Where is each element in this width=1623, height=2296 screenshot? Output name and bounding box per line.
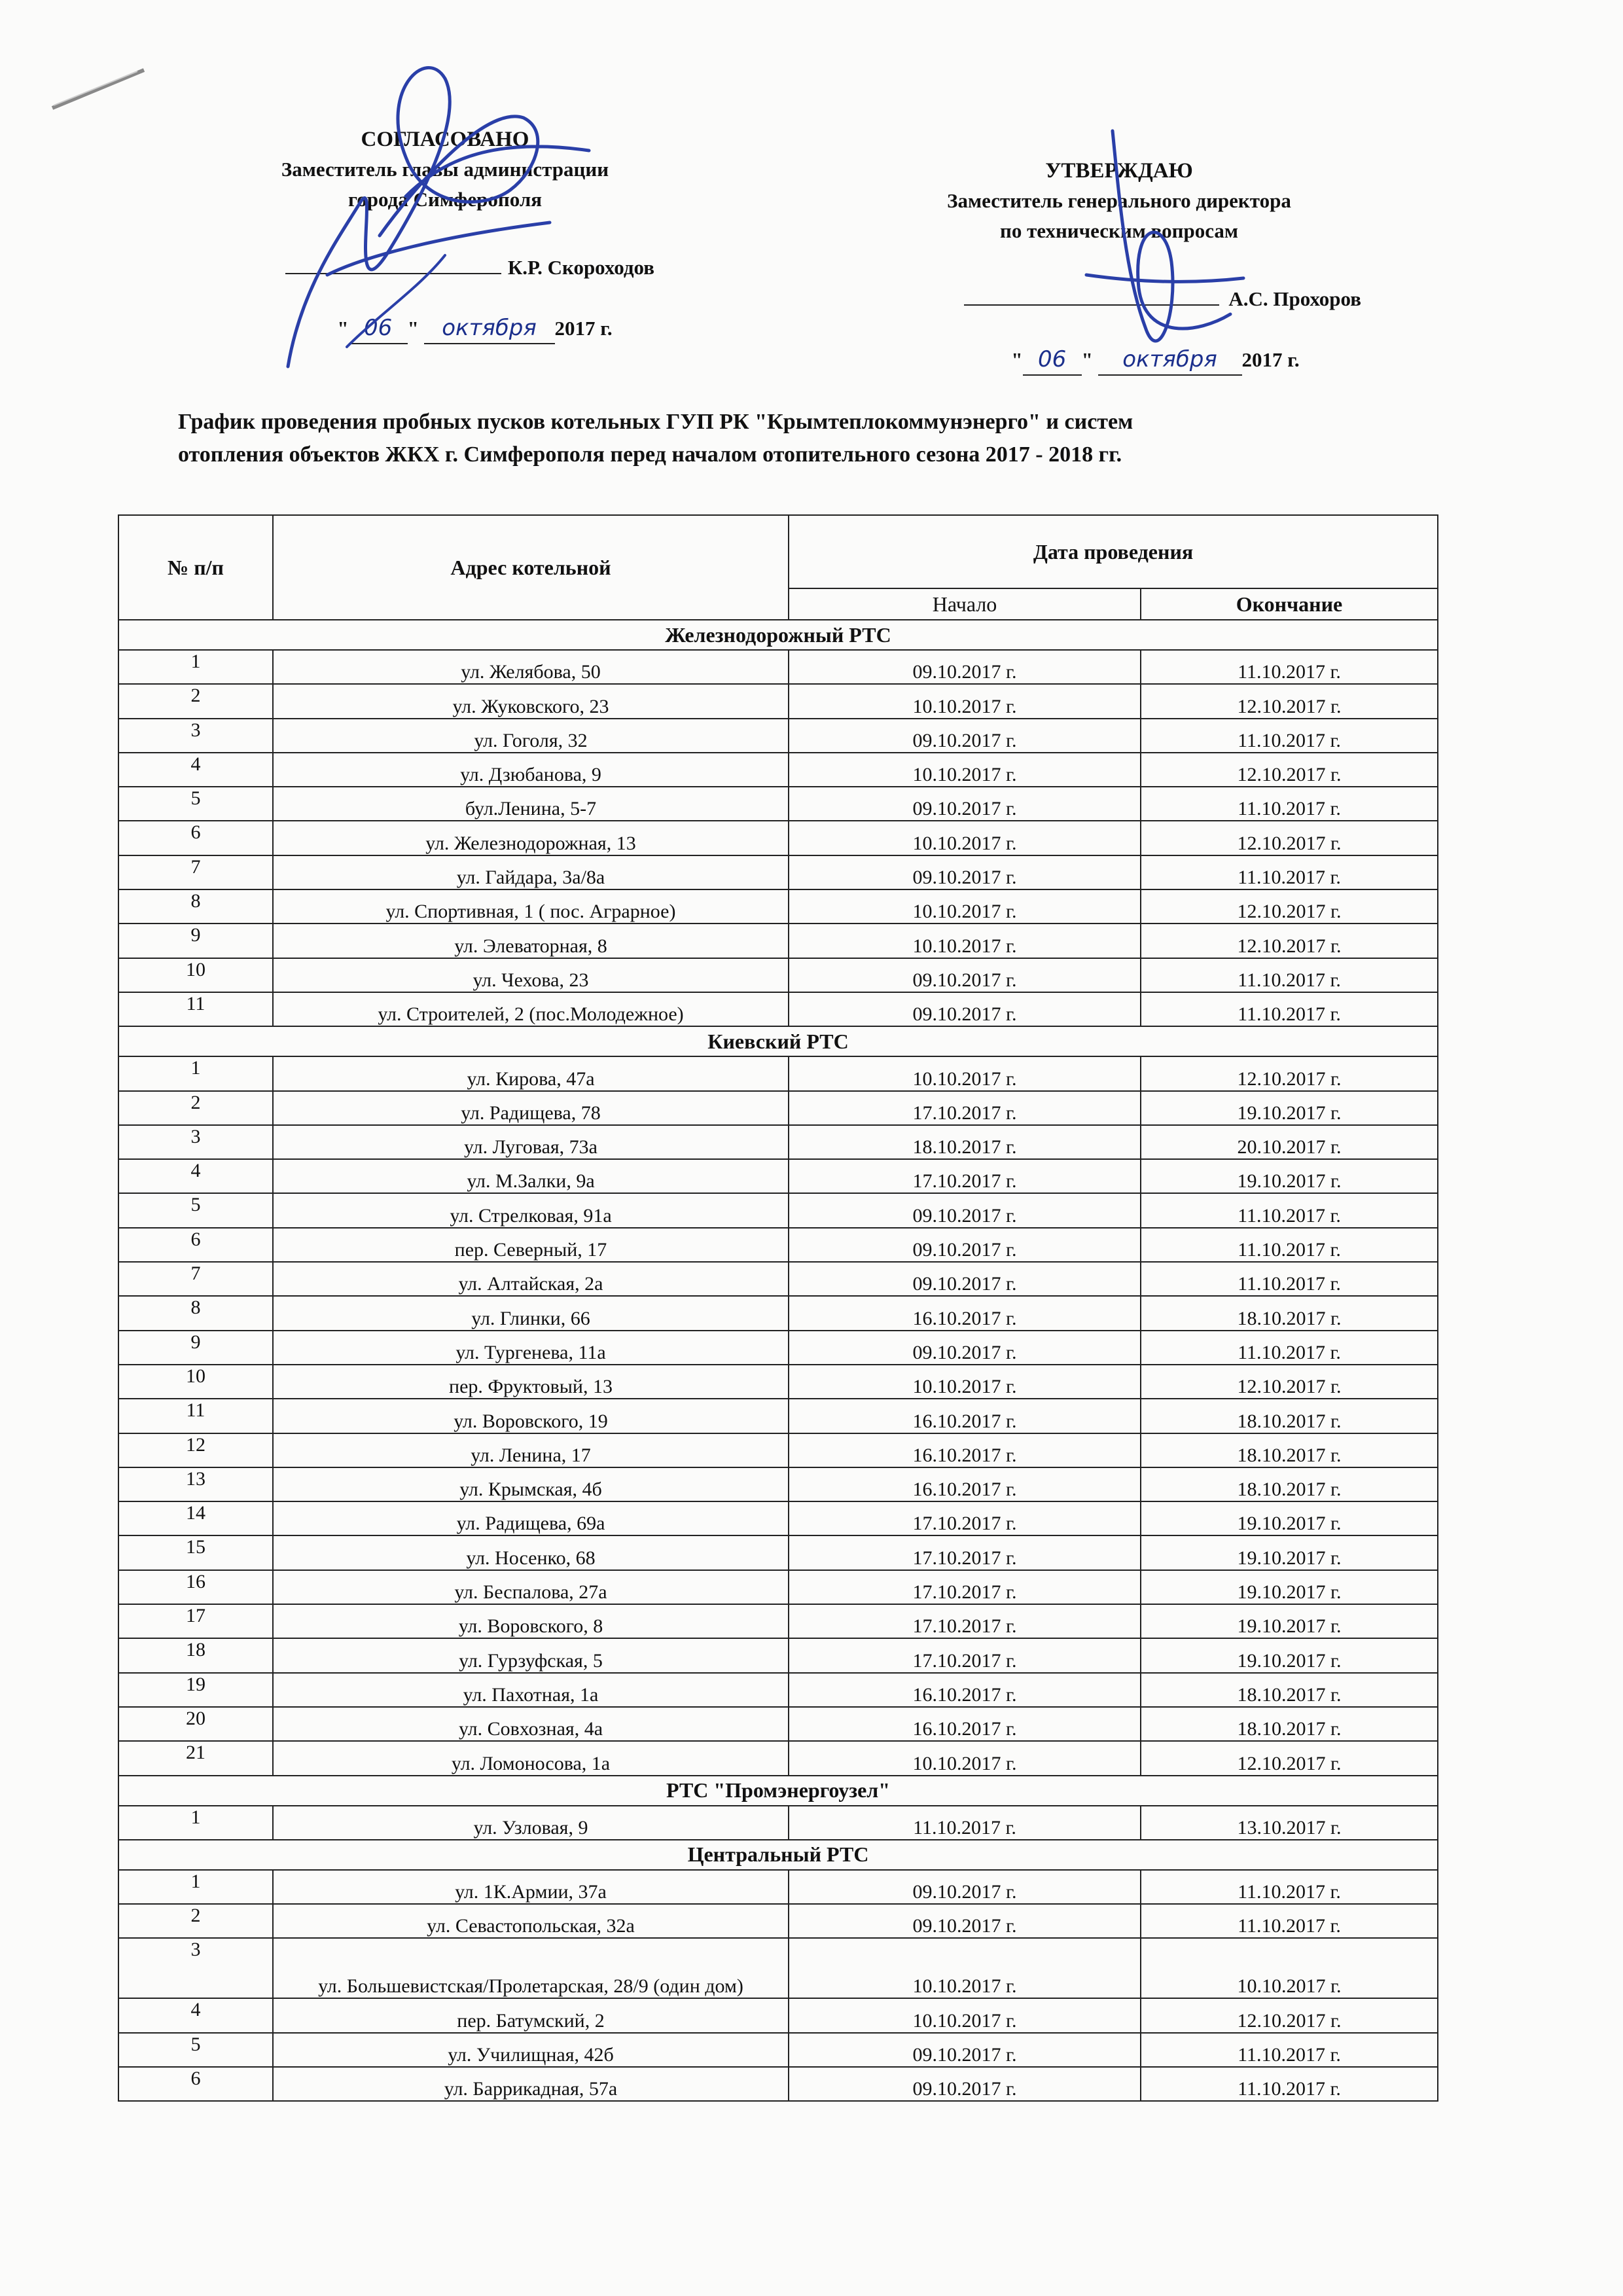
row-start-date: 16.10.2017 г. [789,1467,1141,1501]
table-row [118,889,1438,924]
row-end-date: 18.10.2017 г. [1141,1399,1438,1433]
row-address: ул. Совхозная, 4а [273,1707,789,1741]
row-number: 15 [118,1535,273,1570]
row-start-date: 09.10.2017 г. [789,2033,1141,2067]
row-address: ул. 1К.Армии, 37а [273,1870,789,1904]
row-start-date: 09.10.2017 г. [789,2067,1141,2101]
table-row [118,1331,1438,1365]
row-number: 8 [118,1296,273,1330]
table-row [118,719,1438,753]
left-approval-signer: К.Р. Скороходов [507,256,654,279]
left-date-day: 06 [349,313,408,344]
row-number: 3 [118,1938,273,1998]
table-row [118,958,1438,992]
row-number: 19 [118,1673,273,1707]
right-date-month: октября [1098,344,1242,376]
row-number: 2 [118,1091,273,1125]
row-end-date: 19.10.2017 г. [1141,1159,1438,1193]
row-address: ул. Гурзуфская, 5 [273,1638,789,1672]
row-start-date: 09.10.2017 г. [789,1904,1141,1938]
row-start-date: 10.10.2017 г. [789,1998,1141,2032]
row-end-date: 19.10.2017 г. [1141,1501,1438,1535]
table-row [118,1806,1438,1840]
table-row [118,1399,1438,1433]
table-row [118,1707,1438,1741]
row-start-date: 10.10.2017 г. [789,684,1141,718]
row-address: ул. Гоголя, 32 [273,719,789,753]
row-address: ул. Железнодорожная, 13 [273,821,789,855]
row-start-date: 09.10.2017 г. [789,1331,1141,1365]
row-start-date: 09.10.2017 г. [789,787,1141,821]
row-end-date: 12.10.2017 г. [1141,1998,1438,2032]
row-end-date: 12.10.2017 г. [1141,684,1438,718]
row-end-date: 11.10.2017 г. [1141,1331,1438,1365]
row-start-date: 09.10.2017 г. [789,719,1141,753]
left-approval-line1: Заместитель главы администрации [281,158,609,181]
row-address: ул. Воровского, 19 [273,1399,789,1433]
right-date-year: 2017 г. [1241,348,1300,371]
right-approval-date [929,314,1361,406]
row-number: 4 [118,1159,273,1193]
row-address: ул. Стрелковая, 91а [273,1193,789,1227]
row-end-date: 12.10.2017 г. [1141,1741,1438,1775]
row-address: ул. Гайдара, 3а/8а [273,855,789,889]
row-start-date: 10.10.2017 г. [789,1365,1141,1399]
row-end-date: 12.10.2017 г. [1141,889,1438,924]
table-row [118,1604,1438,1638]
row-start-date: 09.10.2017 г. [789,650,1141,684]
table-row [118,1056,1438,1090]
table-row [118,1741,1438,1775]
row-end-date: 11.10.2017 г. [1141,650,1438,684]
row-end-date: 10.10.2017 г. [1141,1938,1438,1998]
row-number: 7 [118,1262,273,1296]
row-number: 6 [118,2067,273,2101]
row-number: 4 [118,753,273,787]
row-end-date: 19.10.2017 г. [1141,1638,1438,1672]
row-end-date: 11.10.2017 г. [1141,1870,1438,1904]
row-start-date: 17.10.2017 г. [789,1091,1141,1125]
row-number: 8 [118,889,273,924]
row-number: 18 [118,1638,273,1672]
table-row [118,1673,1438,1707]
row-start-date: 09.10.2017 г. [789,855,1141,889]
row-number: 11 [118,992,273,1026]
row-address: ул. Луговая, 73а [273,1125,789,1159]
right-approval-line2: по техническим вопросам [999,219,1239,242]
row-number: 9 [118,924,273,958]
schedule-table [118,514,1438,2102]
row-address: ул. Узловая, 9 [273,1806,789,1840]
heading-line1: График проведения пробных пусков котельных ГУП РК "Крымтеплокоммунэнерго" и систем [178,410,1133,434]
col-header-start: Начало [789,588,1141,620]
row-start-date: 09.10.2017 г. [789,958,1141,992]
row-number: 2 [118,1904,273,1938]
row-end-date: 11.10.2017 г. [1141,1228,1438,1262]
row-end-date: 11.10.2017 г. [1141,1904,1438,1938]
row-end-date: 18.10.2017 г. [1141,1296,1438,1330]
table-row [118,1638,1438,1672]
row-address: ул. Носенко, 68 [273,1535,789,1570]
table-row [118,992,1438,1026]
left-date-month: октября [424,313,555,344]
right-date-day: 06 [1023,344,1082,376]
row-address: ул. Беспалова, 27а [273,1570,789,1604]
row-end-date: 19.10.2017 г. [1141,1570,1438,1604]
row-end-date: 19.10.2017 г. [1141,1604,1438,1638]
row-end-date: 11.10.2017 г. [1141,992,1438,1026]
row-number: 7 [118,855,273,889]
heading-line2: отопления объектов ЖКХ г. Симферополя перед началом отопительного сезона 2017 - 2018 гг. [178,442,1122,467]
row-start-date: 16.10.2017 г. [789,1296,1141,1330]
left-date-quote-close: " [407,317,419,340]
row-number: 10 [118,958,273,992]
row-start-date: 16.10.2017 г. [789,1399,1141,1433]
row-end-date: 19.10.2017 г. [1141,1535,1438,1570]
table-row [118,684,1438,718]
row-address: ул. Ленина, 17 [273,1433,789,1467]
table-row [118,1125,1438,1159]
row-number: 3 [118,719,273,753]
row-start-date: 17.10.2017 г. [789,1501,1141,1535]
table-row [118,650,1438,684]
table-row [118,1467,1438,1501]
row-address: ул. Жуковского, 23 [273,684,789,718]
table-row [118,2067,1438,2101]
table-row [118,2033,1438,2067]
row-end-date: 13.10.2017 г. [1141,1806,1438,1840]
row-end-date: 11.10.2017 г. [1141,787,1438,821]
table-row [118,821,1438,855]
row-number: 1 [118,1056,273,1090]
row-address: ул. Глинки, 66 [273,1296,789,1330]
row-address: ул. Элеваторная, 8 [273,924,789,958]
table-row [118,1159,1438,1193]
row-number: 5 [118,787,273,821]
row-start-date: 10.10.2017 г. [789,1741,1141,1775]
right-approval-signer-row [877,284,1361,314]
row-number: 6 [118,821,273,855]
row-start-date: 16.10.2017 г. [789,1707,1141,1741]
right-date-quote-close: " [1081,348,1093,371]
row-end-date: 18.10.2017 г. [1141,1467,1438,1501]
row-end-date: 12.10.2017 г. [1141,1056,1438,1090]
table-row [118,1262,1438,1296]
table-row [118,1938,1438,1998]
right-date-quote-open: " [1011,348,1023,371]
table-row [118,1870,1438,1904]
col-header-address: Адрес котельной [273,515,789,620]
row-number: 21 [118,1741,273,1775]
table-row [118,1091,1438,1125]
left-approval-title: СОГЛАСОВАНО [361,128,529,151]
row-address: ул. Большевистская/Пролетарская, 28/9 (один дом) [273,1938,789,1998]
row-address: пер. Фруктовый, 13 [273,1365,789,1399]
row-end-date: 12.10.2017 г. [1141,1365,1438,1399]
row-start-date: 17.10.2017 г. [789,1570,1141,1604]
row-start-date: 09.10.2017 г. [789,1228,1141,1262]
table-row [118,1501,1438,1535]
row-address: ул. Радищева, 69а [273,1501,789,1535]
row-start-date: 09.10.2017 г. [789,992,1141,1026]
row-end-date: 11.10.2017 г. [1141,855,1438,889]
row-address: ул. Радищева, 78 [273,1091,789,1125]
row-start-date: 10.10.2017 г. [789,1938,1141,1998]
row-start-date: 18.10.2017 г. [789,1125,1141,1159]
row-start-date: 10.10.2017 г. [789,821,1141,855]
row-number: 5 [118,2033,273,2067]
group-name: Киевский РТС [118,1026,1438,1056]
row-start-date: 10.10.2017 г. [789,889,1141,924]
row-address: пер. Батумский, 2 [273,1998,789,2032]
schedule-body [118,620,1438,2101]
row-number: 12 [118,1433,273,1467]
row-number: 4 [118,1998,273,2032]
row-address: ул. Баррикадная, 57а [273,2067,789,2101]
row-start-date: 11.10.2017 г. [789,1806,1141,1840]
row-start-date: 10.10.2017 г. [789,753,1141,787]
staple-mark [46,62,151,115]
col-header-date: Дата проведения [789,515,1438,588]
row-start-date: 17.10.2017 г. [789,1604,1141,1638]
row-start-date: 16.10.2017 г. [789,1673,1141,1707]
row-address: ул. Дзюбанова, 9 [273,753,789,787]
row-end-date: 11.10.2017 г. [1141,2033,1438,2067]
row-end-date: 18.10.2017 г. [1141,1707,1438,1741]
row-start-date: 17.10.2017 г. [789,1535,1141,1570]
row-start-date: 09.10.2017 г. [789,1193,1141,1227]
row-start-date: 10.10.2017 г. [789,1056,1141,1090]
table-row [118,855,1438,889]
left-date-year: 2017 г. [554,317,613,340]
row-address: ул. Крымская, 4б [273,1467,789,1501]
right-approval-title: УТВЕРЖДАЮ [1045,159,1193,183]
row-end-date: 12.10.2017 г. [1141,924,1438,958]
row-end-date: 18.10.2017 г. [1141,1673,1438,1707]
row-address: ул. Тургенева, 11а [273,1331,789,1365]
table-row [118,1228,1438,1262]
right-approval-signer: А.С. Прохоров [1228,287,1361,310]
row-number: 17 [118,1604,273,1638]
row-number: 1 [118,650,273,684]
table-row [118,1193,1438,1227]
row-number: 14 [118,1501,273,1535]
row-address: пер. Северный, 17 [273,1228,789,1262]
row-number: 20 [118,1707,273,1741]
left-approval-block [236,124,654,374]
left-signature-line [285,273,501,274]
group-name: Железнодорожный РТС [118,620,1438,650]
row-end-date: 11.10.2017 г. [1141,1193,1438,1227]
row-address: ул. Пахотная, 1а [273,1673,789,1707]
table-row [118,753,1438,787]
row-end-date: 18.10.2017 г. [1141,1433,1438,1467]
table-row [118,1570,1438,1604]
col-header-number: № п/п [118,515,273,620]
table-row [118,1535,1438,1570]
group-header-row [118,1776,1438,1806]
group-name: Центральный РТС [118,1840,1438,1870]
row-end-date: 11.10.2017 г. [1141,958,1438,992]
row-number: 9 [118,1331,273,1365]
left-approval-line2: города Симферополя [348,188,542,211]
row-start-date: 09.10.2017 г. [789,1870,1141,1904]
row-address: ул. Желябова, 50 [273,650,789,684]
row-start-date: 10.10.2017 г. [789,924,1141,958]
row-end-date: 11.10.2017 г. [1141,1262,1438,1296]
row-number: 3 [118,1125,273,1159]
row-start-date: 17.10.2017 г. [789,1159,1141,1193]
col-header-end: Окончание [1141,588,1438,620]
row-number: 2 [118,684,273,718]
row-number: 1 [118,1870,273,1904]
row-end-date: 20.10.2017 г. [1141,1125,1438,1159]
right-approval-line1: Заместитель генерального директора [947,189,1291,212]
document-heading [178,406,1435,471]
row-address: ул. Алтайская, 2а [273,1262,789,1296]
row-start-date: 17.10.2017 г. [789,1638,1141,1672]
row-end-date: 12.10.2017 г. [1141,821,1438,855]
table-row [118,1998,1438,2032]
row-number: 11 [118,1399,273,1433]
row-address: ул. Спортивная, 1 ( пос. Аграрное) [273,889,789,924]
row-address: ул. Ломоносова, 1а [273,1741,789,1775]
group-header-row [118,620,1438,650]
group-header-row [118,1840,1438,1870]
row-number: 5 [118,1193,273,1227]
row-start-date: 16.10.2017 г. [789,1433,1141,1467]
row-address: ул. Училищная, 42б [273,2033,789,2067]
row-end-date: 11.10.2017 г. [1141,2067,1438,2101]
table-row [118,924,1438,958]
row-number: 16 [118,1570,273,1604]
row-address: бул.Ленина, 5-7 [273,787,789,821]
table-row [118,1904,1438,1938]
row-address: ул. Севастопольская, 32а [273,1904,789,1938]
right-approval-block [877,156,1361,406]
row-address: ул. Воровского, 8 [273,1604,789,1638]
table-row [118,787,1438,821]
row-number: 1 [118,1806,273,1840]
row-number: 6 [118,1228,273,1262]
group-header-row [118,1026,1438,1056]
table-row [118,1296,1438,1330]
table-row [118,1365,1438,1399]
row-address: ул. Кирова, 47а [273,1056,789,1090]
row-end-date: 12.10.2017 г. [1141,753,1438,787]
row-number: 13 [118,1467,273,1501]
row-address: ул. М.Залки, 9а [273,1159,789,1193]
row-end-date: 11.10.2017 г. [1141,719,1438,753]
table-row [118,1433,1438,1467]
row-number: 10 [118,1365,273,1399]
left-approval-signer-row [236,253,654,283]
row-address: ул. Чехова, 23 [273,958,789,992]
right-signature-line [964,304,1219,306]
row-end-date: 19.10.2017 г. [1141,1091,1438,1125]
row-start-date: 09.10.2017 г. [789,1262,1141,1296]
group-name: РТС "Промэнергоузел" [118,1776,1438,1806]
left-date-quote-open: " [337,317,349,340]
left-approval-date [275,283,654,374]
row-address: ул. Строителей, 2 (пос.Молодежное) [273,992,789,1026]
